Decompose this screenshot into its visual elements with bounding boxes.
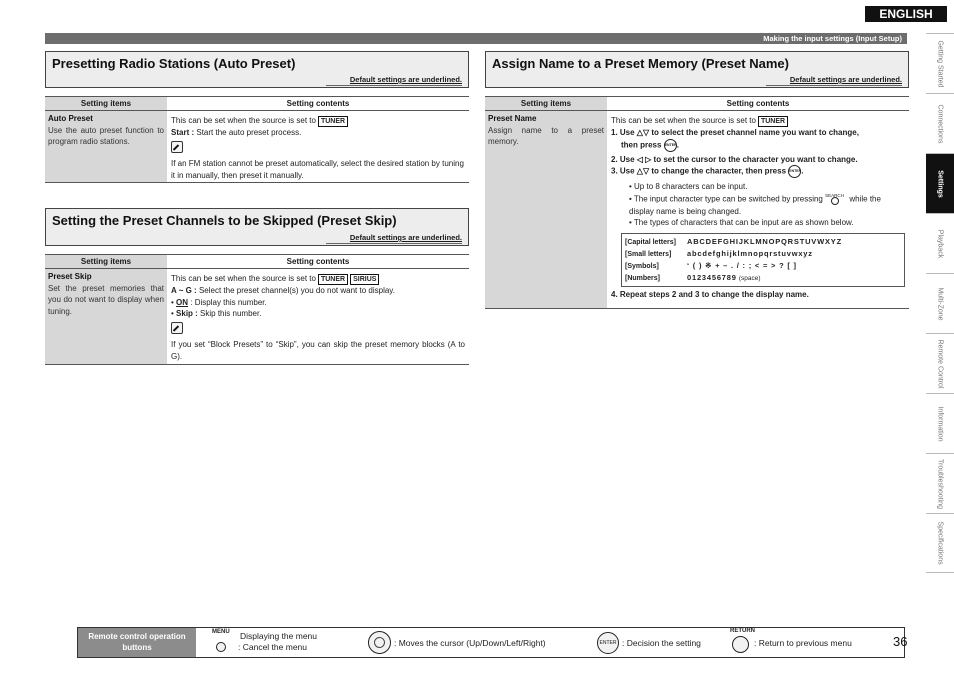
menu-desc-1: Displaying the menu <box>240 631 318 641</box>
tuner-button-label: TUNER <box>318 116 348 127</box>
col-items: Setting items <box>485 97 607 110</box>
breadcrumb: Making the input settings (Input Setup) <box>45 33 907 44</box>
col-contents: Setting contents <box>286 99 350 108</box>
char-value-symbols: ‘ ( ) ※ + – . / : ; < = > ? [ ] <box>687 260 797 270</box>
side-nav-connections[interactable]: Connections <box>926 93 954 153</box>
menu-button-label: MENU <box>212 629 230 635</box>
side-nav-playback[interactable]: Playback <box>926 213 954 273</box>
tuner-button-label: TUNER <box>318 274 348 285</box>
footer-label: Remote control operation buttons <box>78 628 196 657</box>
setting-item-name: Auto Preset <box>48 114 93 123</box>
menu-button-icon <box>216 642 226 652</box>
preset-skip-table <box>45 254 469 365</box>
char-value-numbers: 0123456789 <box>687 272 737 282</box>
skip-desc: Skip this number. <box>200 309 262 318</box>
table-header <box>45 96 469 111</box>
preset-skip-header <box>45 208 469 246</box>
note-text: If you set “Block Presets” to “Skip”, you can skip the preset memory blocks (A to G). <box>171 340 465 361</box>
enter-desc: : Decision the setting <box>622 638 701 648</box>
enter-button-icon: ENTER <box>597 632 619 654</box>
table-header <box>485 96 909 111</box>
auto-preset-header <box>45 51 469 88</box>
ag-desc: Select the preset channel(s) you do not want to display. <box>198 286 395 295</box>
auto-preset-table <box>45 96 469 183</box>
side-nav-remote-control[interactable]: Remote Control <box>926 333 954 393</box>
side-nav-troubleshooting[interactable]: Troubleshooting <box>926 453 954 513</box>
remote-control-footer: Remote control operation buttons MENU Displaying the menu : Cancel the menu : Moves the cursor (Up/Down/Left/Right) ENTER : Decision the setting RETURN : Return to previous menu <box>77 627 905 658</box>
step-1: 1. Use △▽ to select the preset channel name you want to change, <box>611 128 859 137</box>
language-tab: ENGLISH <box>865 6 947 22</box>
setting-item-name: Preset Name <box>488 114 537 123</box>
section-title: Assign Name to a Preset Memory (Preset Name) <box>492 56 789 71</box>
side-nav <box>926 33 954 573</box>
section-title: Presetting Radio Stations (Auto Preset) <box>52 56 296 71</box>
sirius-button-label: SIRIUS <box>350 274 379 285</box>
enter-button-icon: ENTER <box>788 165 801 178</box>
bullet-2a: The input character type can be switched by pressing <box>633 194 823 204</box>
skip-key: Skip : <box>176 309 198 318</box>
on-desc: : Display this number. <box>190 297 267 307</box>
setting-item-cell <box>485 111 607 308</box>
section-title: Setting the Preset Channels to be Skipped (Preset Skip) <box>52 213 397 228</box>
col-contents: Setting contents <box>726 99 790 108</box>
divider <box>326 85 462 86</box>
return-button-label: RETURN <box>730 628 755 634</box>
preset-name-header <box>485 51 909 88</box>
col-items: Setting items <box>45 255 167 268</box>
defaults-note: Default settings are underlined. <box>349 233 462 242</box>
char-value-small: abcdefghijklmnopqrstuvwxyz <box>687 248 813 258</box>
return-button-icon <box>732 636 749 653</box>
source-text: This can be set when the source is set to <box>171 274 316 283</box>
char-label-capital: [Capital letters] <box>625 238 676 246</box>
preset-name-table <box>485 96 909 309</box>
cursor-desc: : Moves the cursor (Up/Down/Left/Right) <box>394 638 546 648</box>
setting-content-cell: This can be set when the source is set to TUNER SIRIUS A ~ G : Select the preset channel(s) you do not want to display. • ON : Display this number. • Skip : Skip this number. If you set “Block Presets” to “Skip”, you can skip the preset memory blocks (A to G). <box>171 274 465 361</box>
setting-item-cell <box>45 111 167 182</box>
source-text: This can be set when the source is set to <box>171 116 316 125</box>
start-desc: Start the auto preset process. <box>196 128 302 137</box>
bullet-1: Up to 8 characters can be input. <box>634 182 748 191</box>
bullet-3: The types of characters that can be input are as shown below. <box>633 218 854 227</box>
setting-item-desc: Set the preset memories that you do not want to display when tuning. <box>48 283 164 316</box>
side-nav-information[interactable]: Information <box>926 393 954 453</box>
divider <box>766 85 902 86</box>
page-number: 36 <box>893 634 908 649</box>
note-icon <box>171 322 183 334</box>
char-value-capital: ABCDEFGHIJKLMNOPQRSTUVWXYZ <box>687 236 842 246</box>
cursor-pad-icon <box>368 631 391 654</box>
side-nav-getting-started[interactable]: Getting Started <box>926 33 954 93</box>
start-key: Start : <box>171 128 195 137</box>
char-label-numbers: [Numbers] <box>625 274 661 282</box>
ag-key: A ~ G : <box>171 286 197 295</box>
table-header <box>45 254 469 269</box>
on-key: ON <box>176 297 189 307</box>
step-3: 3. Use △▽ to change the character, then press <box>611 166 787 176</box>
tuner-button-label: TUNER <box>758 116 788 127</box>
char-label-small: [Small letters] <box>625 250 672 258</box>
note-text: If an FM station cannot be preset automatically, select the desired station by tuning it in manually, then preset it manually. <box>171 159 464 180</box>
step-1-cont: then press <box>621 140 662 150</box>
setting-item-desc: Assign name to a preset memory. <box>488 125 604 146</box>
return-desc: : Return to previous menu <box>754 638 852 648</box>
space-note: (space) <box>738 274 761 282</box>
side-nav-specifications[interactable]: Specifications <box>926 513 954 573</box>
note-icon <box>171 141 183 153</box>
setting-item-desc: Use the auto preset function to program radio stations. <box>48 125 164 146</box>
col-contents: Setting contents <box>286 257 350 266</box>
character-table <box>621 233 905 287</box>
menu-desc-2: Cancel the menu <box>242 642 307 652</box>
divider <box>326 243 462 244</box>
col-items: Setting items <box>45 97 167 110</box>
char-label-symbols: [Symbols] <box>625 262 659 270</box>
defaults-note: Default settings are underlined. <box>789 75 902 84</box>
step-2: 2. Use ◁ ▷ to set the cursor to the character you want to change. <box>611 154 858 164</box>
side-nav-settings[interactable]: Settings <box>926 153 954 213</box>
step-4: 4. Repeat steps 2 and 3 to change the display name. <box>611 289 809 299</box>
enter-button-icon: ENTER <box>664 139 677 152</box>
side-nav-multi-zone[interactable]: Multi-Zone <box>926 273 954 333</box>
setting-item-name: Preset Skip <box>48 272 92 281</box>
setting-item-cell <box>45 269 167 364</box>
source-text: This can be set when the source is set to <box>611 116 756 125</box>
bullet-2b: while the display name is being changed. <box>629 194 881 216</box>
setting-content-cell <box>167 111 469 182</box>
search-button-icon: SEARCH <box>825 193 847 206</box>
setting-content-cell: This can be set when the source is set to TUNER 1. Use △▽ to select the preset channel name you want to change, then press ENTER. 2. Use ◁ ▷ to set the cursor to the character you want to change. 3. Use △▽ to change the character, then press ENTER. • Up to 8 characters can be input. • The input character type can be switched by pressing SEARCH while the display name is being changed. • The types of characters that can be input are as shown below. [Capital letters] ABCDEFGHIJKLMNOPQRSTUVWXYZ [Small letters] abcdefghijklmnopqrstuvwxyz [Symbols] ‘ ( ) ※ + – . / : ; < = > ? [ ] [Numbers] 0123456789 (space) 4. Repeat steps 2 and 3 to change the display name. <box>607 111 909 308</box>
defaults-note: Default settings are underlined. <box>349 75 462 84</box>
